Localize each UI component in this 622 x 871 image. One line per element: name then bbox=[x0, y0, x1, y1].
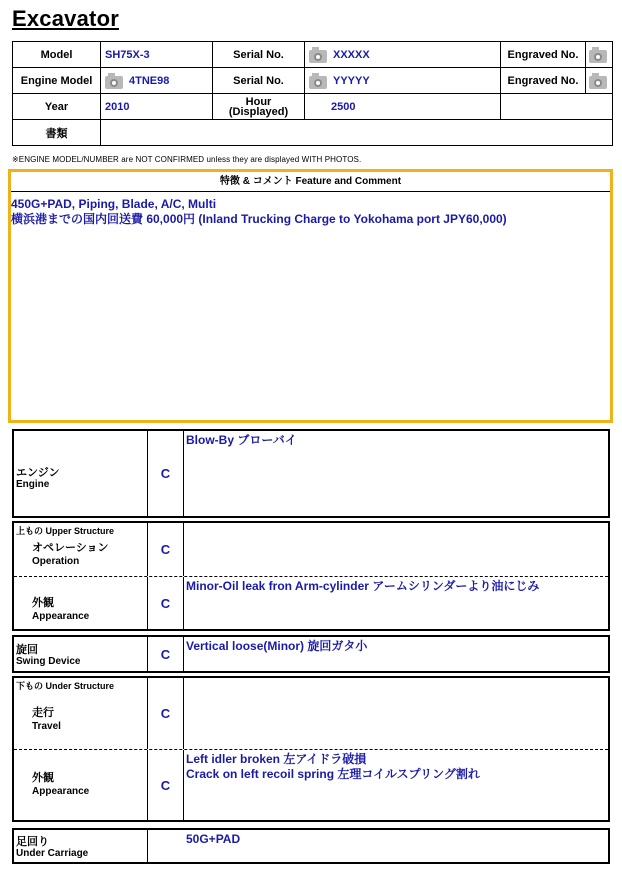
travel-comment bbox=[184, 678, 608, 749]
swing-comment: Vertical loose(Minor) 旋回ガタ小 bbox=[186, 639, 368, 653]
travel-label-jp: 走行 bbox=[32, 707, 54, 719]
upper-structure-head: 上もの Upper Structure bbox=[16, 526, 115, 536]
engine-label-en: Engine bbox=[16, 479, 50, 490]
under-structure-head: 下もの Under Structure bbox=[16, 681, 115, 691]
engine-model-value: 4TNE98 bbox=[129, 74, 170, 87]
swing-label-jp: 旋回 bbox=[16, 644, 38, 656]
year-value: 2010 bbox=[101, 94, 213, 120]
under-carriage-section bbox=[12, 828, 610, 864]
under-carriage-comment: 50G+PAD bbox=[186, 832, 241, 846]
under-appearance-label-jp: 外観 bbox=[32, 772, 54, 784]
under-appearance-grade: C bbox=[148, 750, 184, 820]
hour-label bbox=[213, 94, 305, 120]
engraved-label: Engraved No. bbox=[501, 68, 586, 94]
under-appearance-row bbox=[14, 749, 608, 820]
under-structure-section bbox=[12, 676, 610, 822]
docs-row bbox=[13, 120, 613, 146]
camera-icon[interactable] bbox=[309, 73, 327, 89]
engine-section bbox=[12, 429, 610, 518]
engine-comment: Blow-By ブローバイ bbox=[186, 433, 297, 447]
operation-grade: C bbox=[148, 523, 184, 576]
upper-appearance-row bbox=[14, 576, 608, 629]
docs-value bbox=[101, 120, 613, 146]
swing-section bbox=[12, 635, 610, 673]
engine-label-jp: エンジン bbox=[16, 467, 60, 479]
hour-label-line2: (Displayed) bbox=[228, 105, 289, 118]
feature-text bbox=[11, 192, 610, 227]
under-carriage-grade bbox=[148, 830, 184, 862]
upper-appearance-comment: Minor-Oil leak fron Arm-cylinder アームシリンダーより油にじみ bbox=[186, 579, 540, 593]
under-carriage-label-jp: 足回り bbox=[16, 836, 49, 848]
year-label: Year bbox=[13, 94, 101, 120]
engine-grade: C bbox=[148, 431, 184, 516]
under-carriage-row bbox=[14, 830, 608, 862]
engraved-label: Engraved No. bbox=[501, 42, 586, 68]
upper-appearance-label bbox=[14, 577, 148, 629]
hour-value: 2500 bbox=[305, 94, 501, 120]
serial-label: Serial No. bbox=[213, 68, 305, 94]
model-value: SH75X-3 bbox=[101, 42, 213, 68]
docs-label: 書類 bbox=[13, 120, 101, 146]
engraved-photo-cell bbox=[586, 68, 613, 94]
model-row bbox=[13, 42, 613, 68]
camera-icon[interactable] bbox=[309, 47, 327, 63]
engine-model-label: Engine Model bbox=[13, 68, 101, 94]
serial-cell bbox=[305, 42, 501, 68]
operation-label-en: Operation bbox=[32, 556, 80, 567]
camera-icon[interactable] bbox=[105, 73, 123, 89]
empty-cell bbox=[501, 94, 613, 120]
feature-header: 特徴 & コメント Feature and Comment bbox=[11, 172, 610, 192]
travel-label bbox=[14, 678, 148, 749]
feature-line-2: 横浜港までの国内回送費 60,000円 (Inland Trucking Charge to Yokohama port JPY60,000) bbox=[11, 212, 507, 226]
upper-appearance-label-en: Appearance bbox=[32, 611, 90, 622]
serial-cell bbox=[305, 68, 501, 94]
under-appearance-label-en: Appearance bbox=[32, 786, 90, 797]
operation-label bbox=[14, 523, 148, 576]
photo-note: ※ENGINE MODEL/NUMBER are NOT CONFIRMED unless they are displayed WITH PHOTOS. bbox=[12, 155, 362, 164]
camera-icon[interactable] bbox=[589, 73, 607, 89]
travel-row bbox=[14, 678, 608, 749]
upper-appearance-label-jp: 外観 bbox=[32, 597, 54, 609]
under-appearance-comment bbox=[184, 750, 608, 820]
swing-grade: C bbox=[148, 637, 184, 671]
feature-line-1: 450G+PAD, Piping, Blade, A/C, Multi bbox=[11, 197, 217, 211]
engine-label bbox=[14, 431, 148, 516]
hour-label-line1: Hour bbox=[245, 95, 272, 108]
page-title: Excavator bbox=[12, 6, 119, 31]
model-label: Model bbox=[13, 42, 101, 68]
under-appearance-comment-2: Crack on left recoil spring 左理コイルスプリング割れ bbox=[186, 767, 480, 781]
swing-row bbox=[14, 637, 608, 671]
engine-row bbox=[14, 431, 608, 516]
engine-model-cell bbox=[101, 68, 213, 94]
swing-label-en: Swing Device bbox=[16, 656, 81, 667]
under-appearance-comment-1: Left idler broken 左アイドラ破損 bbox=[186, 752, 367, 766]
travel-grade: C bbox=[148, 678, 184, 749]
operation-label-jp: オペレーション bbox=[32, 542, 109, 554]
travel-label-en: Travel bbox=[32, 721, 61, 732]
serial-value: XXXXX bbox=[333, 48, 370, 61]
under-carriage-label-en: Under Carriage bbox=[16, 848, 89, 859]
feature-comment-box bbox=[8, 169, 613, 423]
under-carriage-label bbox=[14, 830, 148, 862]
year-row bbox=[13, 94, 613, 120]
upper-appearance-grade: C bbox=[148, 577, 184, 629]
upper-structure-section bbox=[12, 521, 610, 631]
operation-comment bbox=[184, 523, 608, 576]
swing-label bbox=[14, 637, 148, 671]
under-appearance-label bbox=[14, 750, 148, 820]
operation-row bbox=[14, 523, 608, 576]
serial-value: YYYYY bbox=[333, 74, 370, 87]
camera-icon[interactable] bbox=[589, 47, 607, 63]
machine-info-table bbox=[12, 41, 613, 146]
serial-label: Serial No. bbox=[213, 42, 305, 68]
engine-model-row bbox=[13, 68, 613, 94]
engraved-photo-cell bbox=[586, 42, 613, 68]
